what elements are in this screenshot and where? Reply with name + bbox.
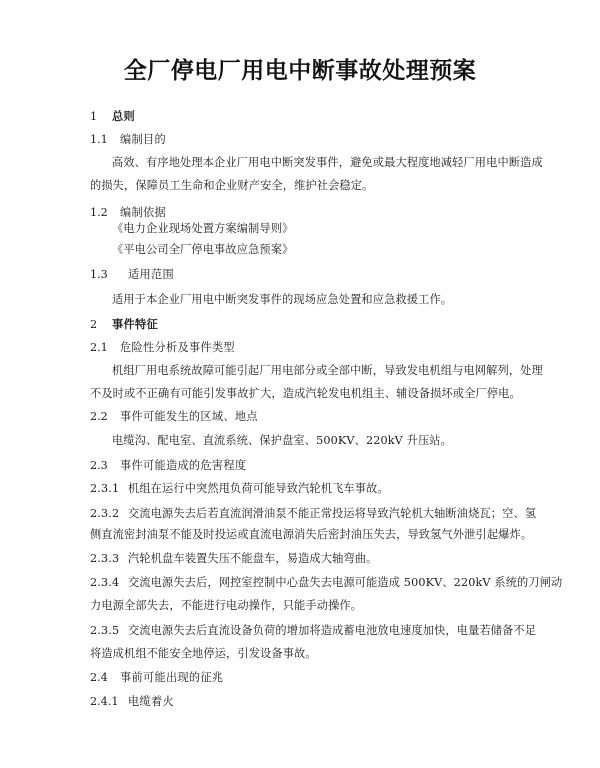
section-2-1-heading: [90, 341, 235, 355]
paragraph-line: 电缆沟、配电室、直流系统、保护盘室、500KV、220kV 升压站。: [112, 434, 452, 447]
item-2-3-3: [90, 552, 377, 566]
paragraph-line: 的损失，保障员工生命和企业财产安全，维护社会稳定。: [90, 179, 374, 192]
section-title: 事件可能发生的区域、地点: [120, 410, 258, 423]
section-2-2-heading: [90, 410, 258, 424]
section-number: 2.3: [90, 459, 108, 472]
paragraph-line: 高效、有序地处理本企业厂用电中断突发事件，避免或最大程度地减轻厂用电中断造成: [112, 156, 543, 169]
reference-item: 《平电公司全厂停电事故应急预案》: [112, 243, 294, 256]
item-title: 电缆着火: [128, 695, 174, 708]
item-number: 2.3.2: [90, 507, 120, 520]
paragraph-line: 将造成机组不能安全地停运，引发设备事故。: [90, 647, 317, 660]
section-2-heading: [90, 318, 158, 332]
section-1-heading: [90, 110, 135, 124]
item-number: 2.4.1: [90, 695, 119, 708]
item-2-3-1: [90, 482, 389, 496]
item-2-4-1: [90, 695, 174, 709]
item-2-3-2: [90, 507, 536, 521]
item-2-3-4: [90, 576, 562, 590]
paragraph-line: 不及时或不正确有可能引发事故扩大，造成汽轮发电机组主、辅设备损坏或全厂停电。: [90, 387, 521, 400]
section-2-4-heading: [90, 671, 223, 685]
item-text: 交流电源失去后直流设备负荷的增加将造成蓄电池放电速度加快，电量若储备不足: [128, 624, 537, 637]
section-2-3-heading: [90, 459, 246, 473]
section-number: 1.1: [90, 133, 108, 146]
section-title: 事前可能出现的征兆: [120, 671, 224, 684]
paragraph-line: 适用于本企业厂用电中断突发事件的现场应急处置和应急救援工作。: [112, 293, 453, 306]
section-number: 2.2: [90, 410, 108, 423]
section-title: 危险性分析及事件类型: [120, 341, 235, 354]
section-title: 总则: [112, 110, 135, 123]
item-text: 交流电源失去后，网控室控制中心盘失去电源可能造成 500KV、220kV 系统的刀闸动: [128, 576, 563, 589]
item-number: 2.3.5: [90, 624, 120, 637]
section-1-2-heading: [90, 206, 166, 220]
section-1-1-heading: [90, 133, 166, 147]
item-number: 2.3.4: [90, 576, 120, 589]
section-number: 1.3: [90, 268, 108, 281]
section-number: 2.1: [90, 341, 108, 354]
item-text: 汽轮机盘车装置失压不能盘车，易造成大轴弯曲。: [128, 552, 378, 565]
section-number: 1: [90, 110, 98, 123]
paragraph-line: 力电源全部失去，不能进行电动操作，只能手动操作。: [90, 599, 363, 612]
item-text: 交流电源失去后若直流润滑油泵不能正常投运将导致汽轮机大轴断油烧瓦；空、氢: [128, 507, 537, 520]
reference-item: 《电力企业现场处置方案编制导则》: [112, 222, 294, 235]
section-number: 2: [90, 318, 98, 331]
paragraph-line: 机组厂用电系统故障可能引起厂用电部分或全部中断，导致发电机组与电网解列，处理: [112, 364, 543, 377]
item-2-3-5: [90, 624, 536, 638]
item-text: 机组在运行中突然甩负荷可能导致汽轮机飞车事故。: [128, 482, 389, 495]
section-title: 事件可能造成的危害程度: [120, 459, 247, 472]
section-number: 1.2: [90, 206, 108, 219]
section-1-3-heading: [90, 268, 174, 282]
section-title: 编制依据: [120, 206, 166, 219]
item-number: 2.3.3: [90, 552, 120, 565]
section-title: 适用范围: [128, 268, 174, 281]
section-title: 编制目的: [120, 133, 166, 146]
section-number: 2.4: [90, 671, 108, 684]
section-title: 事件特征: [112, 318, 158, 331]
document-title: 全厂停电厂用电中断事故处理预案: [123, 58, 477, 84]
item-number: 2.3.1: [90, 482, 120, 495]
paragraph-line: 侧直流密封油泵不能及时投运或直流电源消失后密封油压失去，导致氢气外泄引起爆炸。: [90, 528, 533, 541]
